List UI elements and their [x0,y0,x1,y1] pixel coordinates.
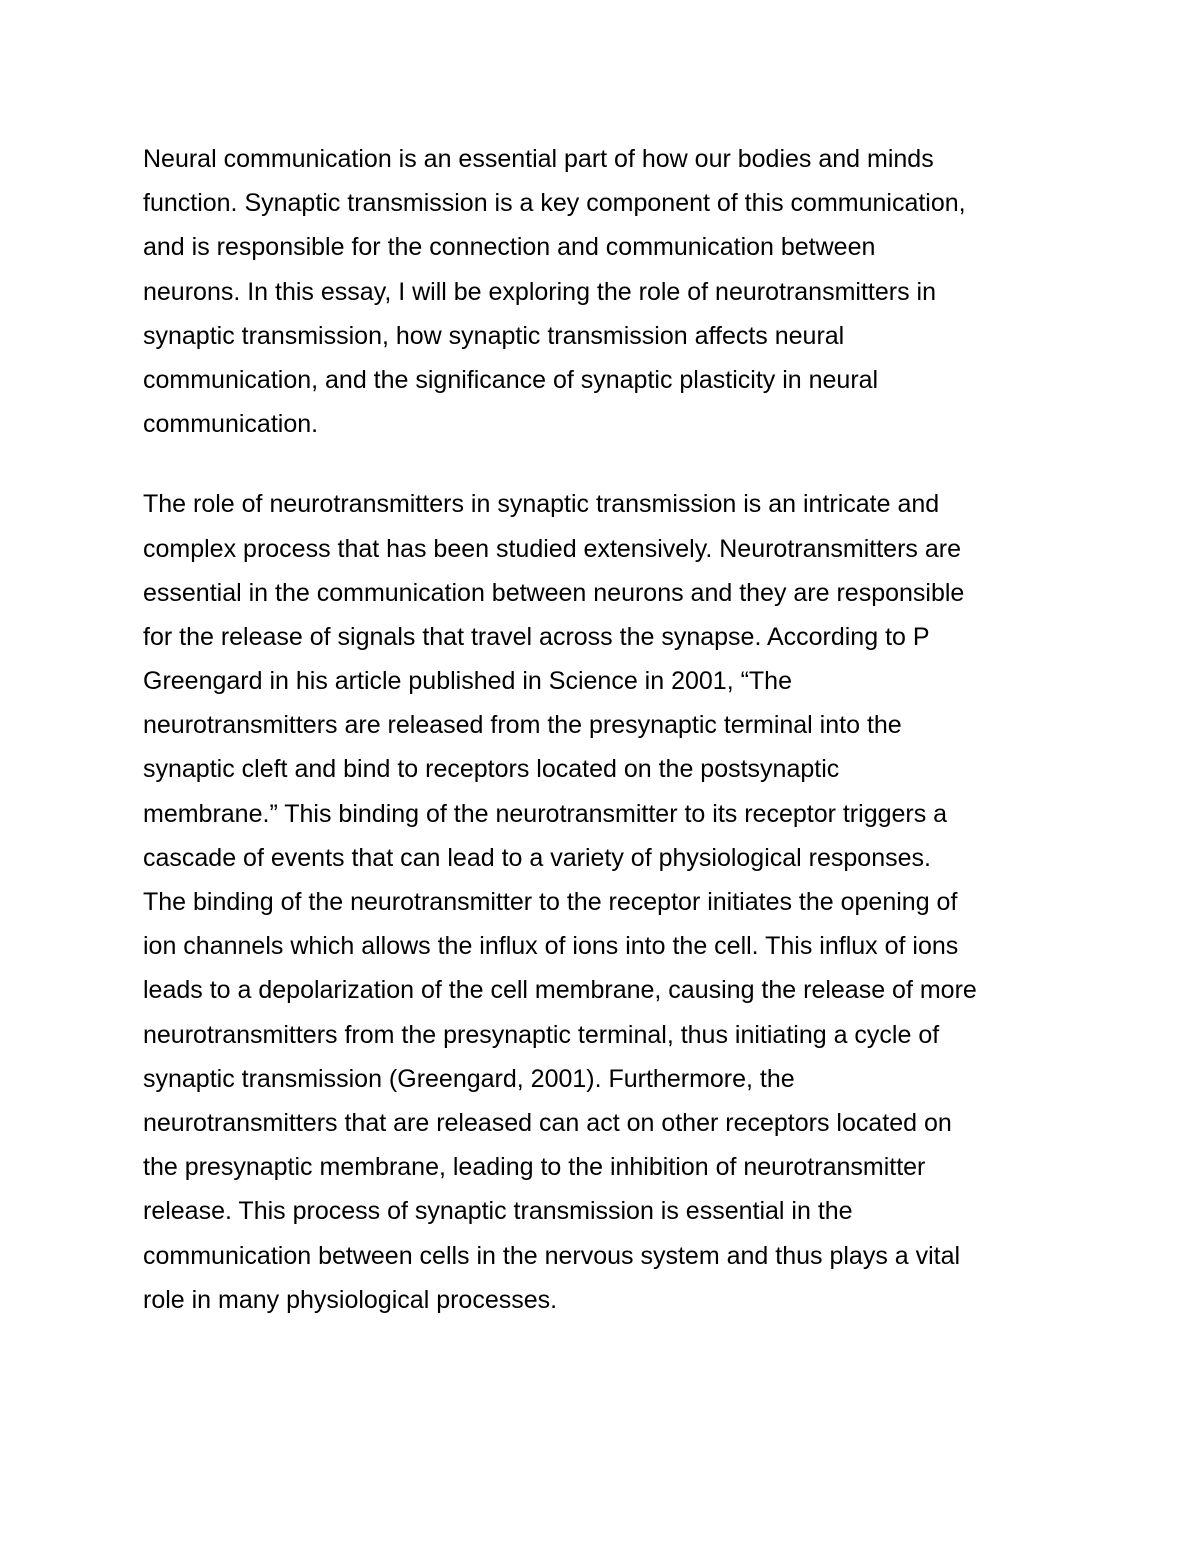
text-line: communication, and the significance of synaptic plasticity in neural [143,365,879,394]
paragraph-2 [143,482,1083,1322]
paragraph-1 [143,137,1083,446]
text-line: and is responsible for the connection and communication between [143,233,876,262]
text-line: synaptic transmission, how synaptic transmission affects neural [143,321,845,350]
text-line: complex process that has been studied extensively. Neurotransmitters are [143,534,961,563]
text-line: leads to a depolarization of the cell membrane, causing the release of more [143,976,977,1005]
text-line: neurotransmitters from the presynaptic terminal, thus initiating a cycle of [143,1020,940,1049]
text-line: function. Synaptic transmission is a key component of this communication, [143,189,966,218]
text-line: cascade of events that can lead to a variety of physiological responses. [143,843,931,872]
text-line: ion channels which allows the influx of ions into the cell. This influx of ions [143,932,959,961]
text-line: neurons. In this essay, I will be exploring the role of neurotransmitters in [143,277,936,306]
text-line: role in many physiological processes. [143,1285,558,1314]
text-line: The binding of the neurotransmitter to the receptor initiates the opening of [143,888,958,916]
text-line: neurotransmitters that are released can act on other receptors located on [143,1108,952,1137]
text-line: the presynaptic membrane, leading to the inhibition of neurotransmitter [143,1153,926,1182]
text-line: release. This process of synaptic transmission is essential in the [143,1197,853,1226]
text-line: synaptic transmission (Greengard, 2001). Furthermore, the [143,1064,795,1093]
text-line: The role of neurotransmitters in synaptic transmission is an intricate and [143,490,940,519]
text-line: Greengard in his article published in Science in 2001, “The [143,667,792,696]
text-line: membrane.” This binding of the neurotransmitter to its receptor triggers a [143,799,948,828]
text-line: for the release of signals that travel across the synapse. According to P [143,622,930,651]
text-line: Neural communication is an essential part of how our bodies and minds [143,145,934,173]
text-line: communication between cells in the nervous system and thus plays a vital [143,1241,961,1270]
text-line: synaptic cleft and bind to receptors located on the postsynaptic [143,755,840,784]
document-body [143,137,1083,1322]
text-line: communication. [143,410,319,439]
text-line: essential in the communication between neurons and they are responsible [143,578,965,607]
text-line: neurotransmitters are released from the presynaptic terminal into the [143,711,902,740]
paragraph-gap [143,446,1083,482]
